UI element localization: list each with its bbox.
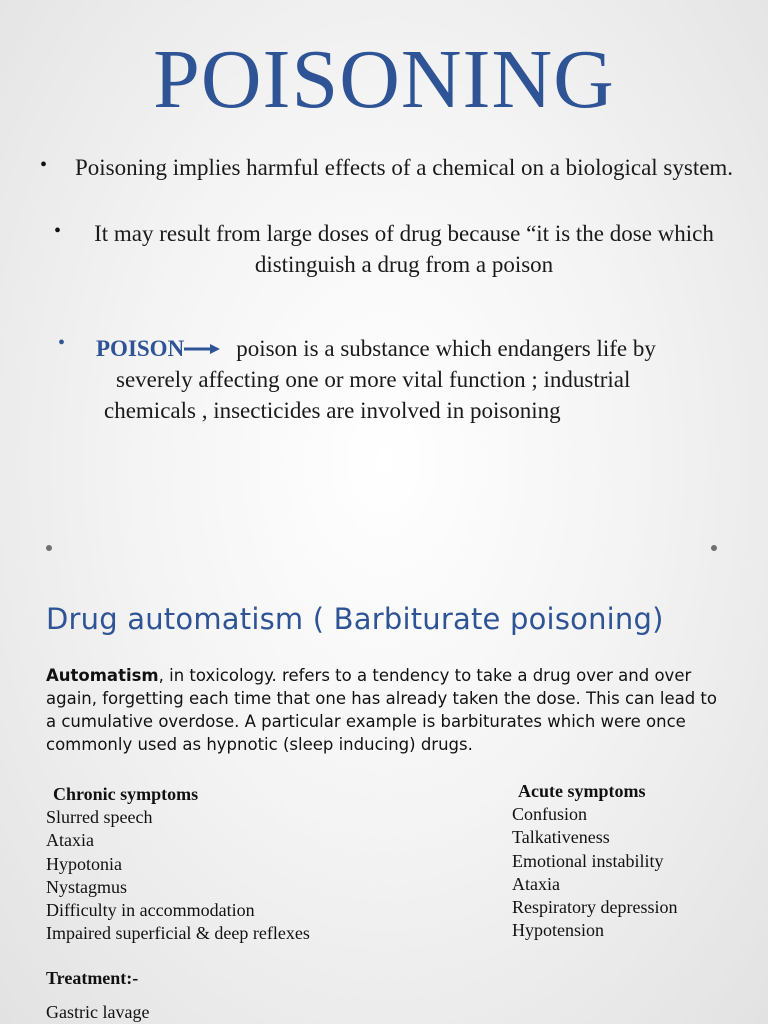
right-arrow-icon [184,343,220,355]
treatment-heading: Treatment:- [46,968,139,988]
poison-definition-line-3: chemicals , insecticides are involved in poisoning [104,398,561,423]
bullet-glyph: • [40,154,48,176]
list-item: Emotional instability [512,850,664,871]
decorative-dot [711,545,717,551]
bullet-text-dose: It may result from large doses of drug because “it is the dose which distinguish a drug from a poison [94,221,714,277]
page-title: POISONING [153,33,615,126]
list-item: Respiratory depression [512,897,678,918]
automatism-paragraph [46,664,726,756]
list-item: Ataxia [512,873,560,894]
automatism-term: Automatism [46,666,159,685]
poison-keyword: POISON [96,336,185,361]
poison-definition-line-2: severely affecting one or more vital function ; industrial [116,367,631,392]
treatment-item: Gastric lavage [46,1002,150,1022]
list-item: Nystagmus [46,876,127,897]
list-item: Impaired superficial & deep reflexes [46,923,310,944]
list-item: Hypotension [512,920,604,941]
list-item: Talkativeness [512,827,610,848]
automatism-description: , in toxicology. refers to a tendency to take a drug over and over again, forgetting each time that one has already taken the dose. This can lead to a cumulative overdose. A particular example is barbiturates which were once commonly used as hypnotic (sleep inducing) drugs. [46,666,717,754]
list-item: Slurred speech [46,807,153,828]
acute-heading: Acute symptoms [518,781,646,801]
chronic-symptoms [46,783,310,945]
list-item: Ataxia [46,830,94,851]
section-heading: Drug automatism ( Barbiturate poisoning) [46,602,664,636]
bullet-glyph: • [58,332,66,354]
poison-definition-line-1: poison is a substance which endangers life by [236,336,656,361]
list-item: Hypotonia [46,853,122,874]
chronic-heading: Chronic symptoms [53,784,199,804]
bullet-glyph: • [54,220,62,242]
acute-symptoms [512,780,677,942]
list-item: Difficulty in accommodation [46,900,255,921]
list-item: Confusion [512,804,588,825]
bullet-text-definition: Poisoning implies harmful effects of a chemical on a biological system. [74,155,734,180]
poison-definition [96,333,726,426]
decorative-dot [46,545,52,551]
chronic-list [46,806,310,945]
acute-list [512,803,677,942]
